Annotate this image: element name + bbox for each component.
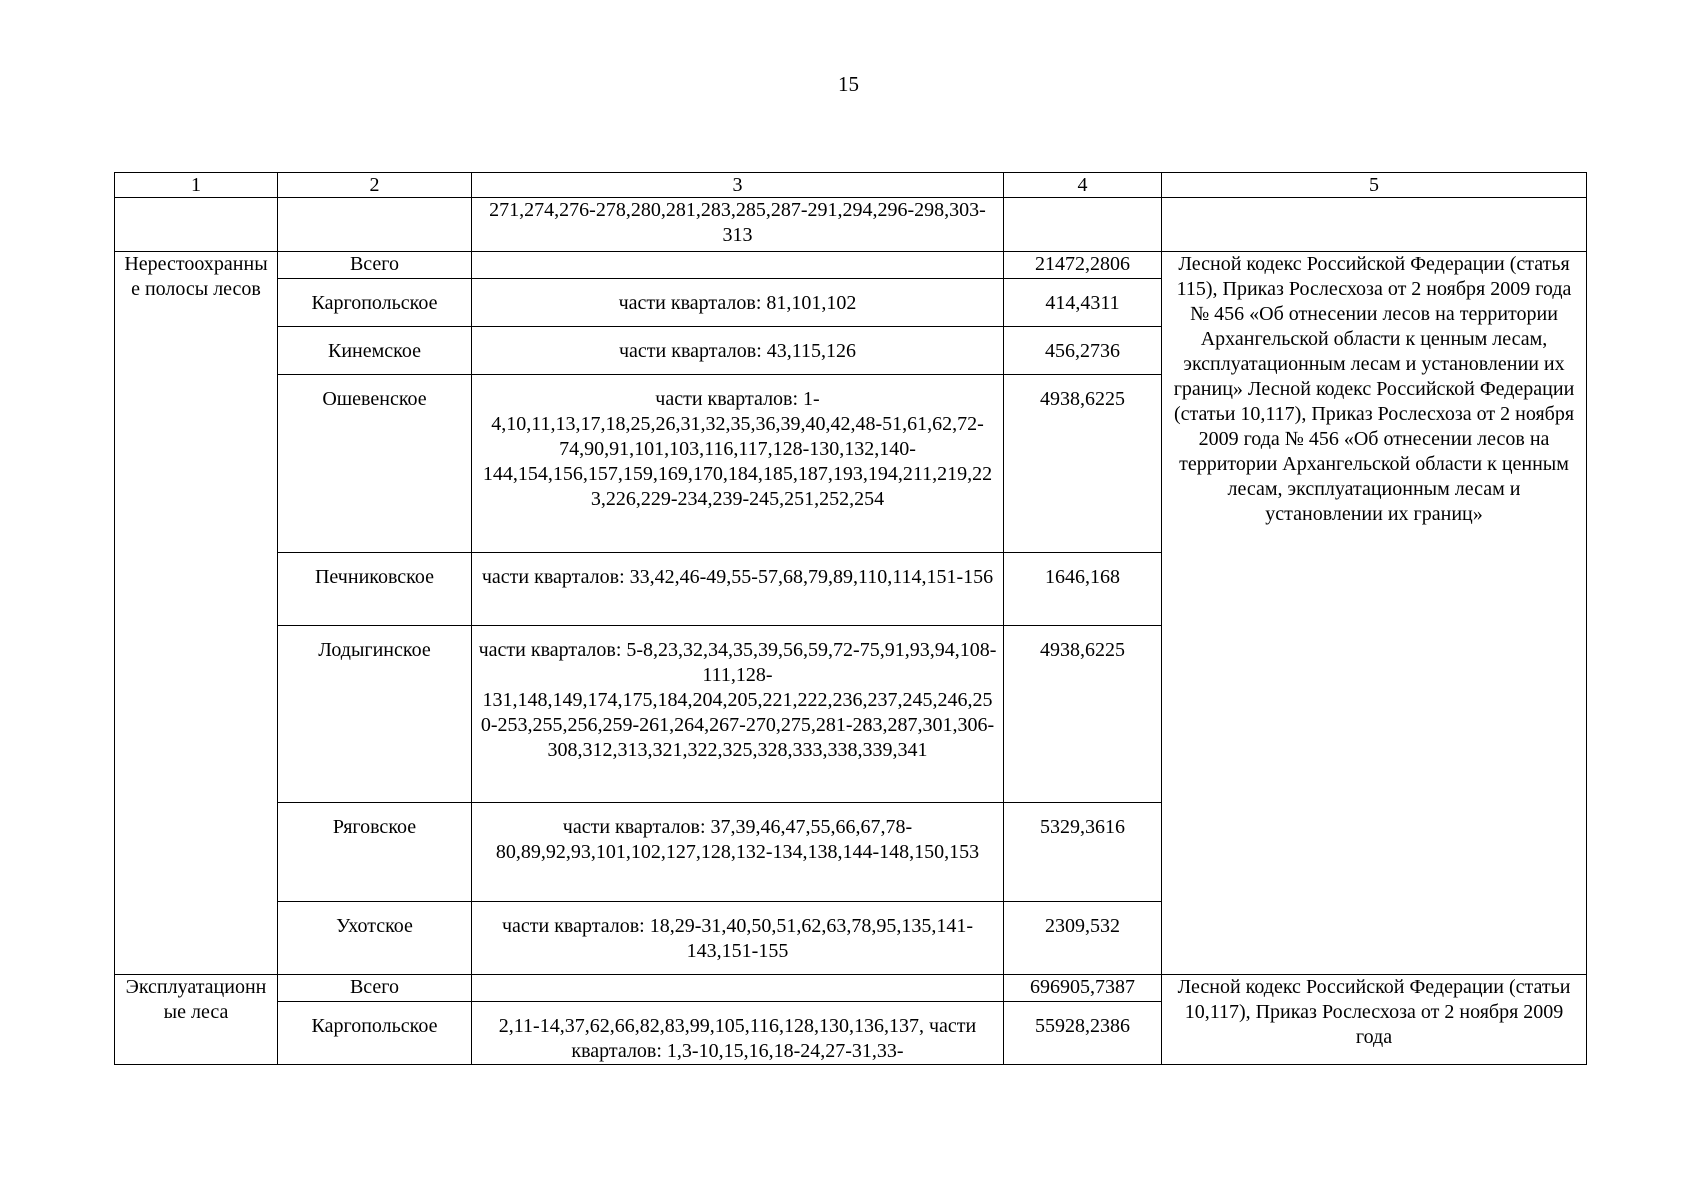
quarters-list: части кварталов: 37,39,46,47,55,66,67,78-80,89,92,93,101,102,127,128,132-134,138,144-148,150,153 (472, 803, 1004, 902)
area-value: 1646,168 (1004, 553, 1162, 626)
area-value: 4938,6225 (1004, 626, 1162, 803)
header-col-5: 5 (1162, 173, 1587, 198)
continuation-col-4 (1004, 198, 1162, 252)
quarters-list: части кварталов: 18,29-31,40,50,51,62,63,78,95,135,141-143,151-155 (472, 902, 1004, 975)
area-value: 4938,6225 (1004, 375, 1162, 553)
table-row (115, 198, 1587, 252)
legal-basis: Лесной кодекс Российской Федерации (статья 115), Приказ Рослесхоза от 2 ноября 2009 года № 456 «Об отнесении лесов на территории Архангельской области к ценным лесам, эксплуатационным лесам и установлении их границ» Лесной кодекс Российской Федерации (статьи 10,117), Приказ Рослесхоза от 2 ноября 2009 года № 456 «Об отнесении лесов на территории Архангельской области к ценным лесам, эксплуатационным лесам и установлении их границ» (1162, 252, 1587, 975)
quarters-list: части кварталов: 43,115,126 (472, 327, 1004, 375)
area-value: 5329,3616 (1004, 803, 1162, 902)
total-quarters (472, 975, 1004, 1002)
page-number: 15 (838, 72, 859, 96)
total-label: Всего (278, 975, 472, 1002)
forestry-name: Ряговское (278, 803, 472, 902)
category-name: Нерестоохранные полосы лесов (115, 252, 278, 975)
table-row (115, 252, 1587, 279)
area-value: 55928,2386 (1004, 1002, 1162, 1065)
table-header-row (115, 173, 1587, 198)
area-value: 414,4311 (1004, 279, 1162, 327)
quarters-list: части кварталов: 33,42,46-49,55-57,68,79,89,110,114,151-156 (472, 553, 1004, 626)
forestry-name: Каргопольское (278, 1002, 472, 1065)
total-label: Всего (278, 252, 472, 279)
total-area: 21472,2806 (1004, 252, 1162, 279)
total-quarters (472, 252, 1004, 279)
quarters-list: части кварталов: 5-8,23,32,34,35,39,56,59,72-75,91,93,94,108-111,128-131,148,149,174,175,184,204,205,221,222,236,237,245,246,250-253,255,256,259-261,264,267-270,275,281-283,287,301,306-308,312,313,321,322,325,328,333,338,339,341 (472, 626, 1004, 803)
total-area: 696905,7387 (1004, 975, 1162, 1002)
category-name: Эксплуатационные леса (115, 975, 278, 1065)
forestry-name: Лодыгинское (278, 626, 472, 803)
forestry-name: Печниковское (278, 553, 472, 626)
area-value: 2309,532 (1004, 902, 1162, 975)
area-value: 456,2736 (1004, 327, 1162, 375)
header-col-1: 1 (115, 173, 278, 198)
continuation-quarters: 271,274,276-278,280,281,283,285,287-291,294,296-298,303-313 (472, 198, 1004, 252)
forestry-name: Кинемское (278, 327, 472, 375)
quarters-list: 2,11-14,37,62,66,82,83,99,105,116,128,130,136,137, части кварталов: 1,3-10,15,16,18-24,27-31,33- (472, 1002, 1004, 1065)
header-col-4: 4 (1004, 173, 1162, 198)
quarters-list: части кварталов: 81,101,102 (472, 279, 1004, 327)
table-row (115, 975, 1587, 1002)
forestry-name: Ухотское (278, 902, 472, 975)
forest-table (114, 172, 1587, 1065)
header-col-3: 3 (472, 173, 1004, 198)
forestry-name: Ошевенское (278, 375, 472, 553)
continuation-col-1 (115, 198, 278, 252)
quarters-list: части кварталов: 1-4,10,11,13,17,18,25,26,31,32,35,36,39,40,42,48-51,61,62,72-74,90,91,101,103,116,117,128-130,132,140-144,154,156,157,159,169,170,184,185,187,193,194,211,219,223,226,229-234,239-245,251,252,254 (472, 375, 1004, 553)
continuation-col-2 (278, 198, 472, 252)
legal-basis: Лесной кодекс Российской Федерации (статьи 10,117), Приказ Рослесхоза от 2 ноября 2009 года (1162, 975, 1587, 1065)
header-col-2: 2 (278, 173, 472, 198)
forestry-name: Каргопольское (278, 279, 472, 327)
continuation-col-5 (1162, 198, 1587, 252)
